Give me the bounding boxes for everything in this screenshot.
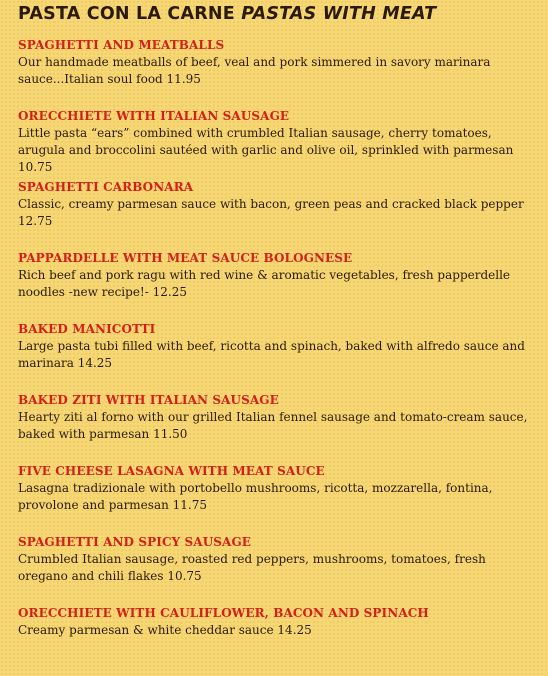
menu-item — [18, 37, 538, 108]
menu-item-description: Creamy parmesan & white cheddar sauce 14.25 — [18, 623, 312, 637]
menu-item-name: FIVE CHEESE LASAGNA WITH MEAT SAUCE — [18, 464, 325, 478]
menu-item-description: Our handmade meatballs of beef, veal and pork simmered in savory marinara sauce...Italian soul food 11.95 — [18, 55, 491, 86]
menu-item-name: BAKED ZITI WITH ITALIAN SAUSAGE — [18, 393, 279, 407]
menu-item-list — [18, 37, 538, 676]
menu-item-name: BAKED MANICOTTI — [18, 322, 156, 336]
menu-item-description: Hearty ziti al forno with our grilled Italian fennel sausage and tomato-cream sauce, baked with parmesan 11.50 — [18, 410, 528, 441]
menu-item — [18, 250, 538, 321]
menu-item — [18, 463, 538, 534]
menu-item — [18, 605, 538, 676]
menu-item-name: SPAGHETTI AND MEATBALLS — [18, 38, 225, 52]
menu-item — [18, 392, 538, 463]
section-title-english: PASTAS WITH MEAT — [241, 4, 437, 24]
menu-item — [18, 321, 538, 392]
menu-item — [18, 179, 538, 250]
menu-item-name: ORECCHIETE WITH CAULIFLOWER, BACON AND SPINACH — [18, 606, 429, 620]
menu-item-description: Lasagna tradizionale with portobello mushrooms, ricotta, mozzarella, fontina, provolone and parmesan 11.75 — [18, 481, 493, 512]
menu-item-description: Rich beef and pork ragu with red wine & aromatic vegetables, fresh papperdelle noodles -new recipe!- 12.25 — [18, 268, 511, 299]
menu-item-description: Large pasta tubi filled with beef, ricotta and spinach, baked with alfredo sauce and marinara 14.25 — [18, 339, 525, 370]
menu-item-name: ORECCHIETE WITH ITALIAN SAUSAGE — [18, 109, 290, 123]
menu-item-description: Little pasta “ears” combined with crumbled Italian sausage, cherry tomatoes, arugula and broccolini sautéed with garlic and olive oil, sprinkled with parmesan 10.75 — [18, 126, 514, 174]
section-title-italian: PASTA CON LA CARNE — [18, 4, 235, 24]
menu-item-name: SPAGHETTI CARBONARA — [18, 180, 194, 194]
menu-item-description: Crumbled Italian sausage, roasted red peppers, mushrooms, tomatoes, fresh oregano and chili flakes 10.75 — [18, 552, 486, 583]
menu-item — [18, 108, 538, 179]
menu-item — [18, 534, 538, 605]
menu-item-name: PAPPARDELLE WITH MEAT SAUCE BOLOGNESE — [18, 251, 353, 265]
menu-item-name: SPAGHETTI AND SPICY SAUSAGE — [18, 535, 252, 549]
menu-item-description: Classic, creamy parmesan sauce with bacon, green peas and cracked black pepper 12.75 — [18, 197, 524, 228]
menu-section-title — [18, 4, 538, 24]
